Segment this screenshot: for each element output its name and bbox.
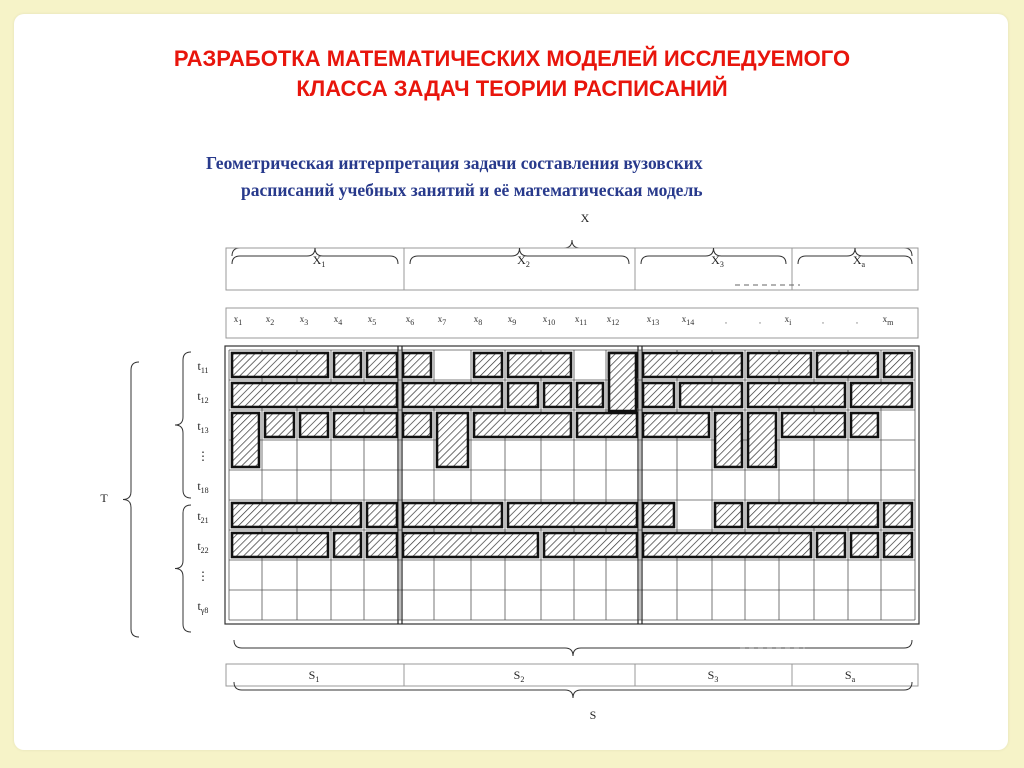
caption-line-2: расписаний учебных занятий и её математическая модель <box>241 180 703 200</box>
schedule-block-19 <box>680 383 742 407</box>
schedule-block-21 <box>851 383 912 407</box>
s-groups-box <box>226 664 918 686</box>
row-label-5: $t_{18}$ <box>197 479 209 495</box>
x-group-label-1: $X_1$ <box>312 253 326 269</box>
x-items-dots-3: · <box>855 318 859 328</box>
x-items-box <box>226 308 918 338</box>
row-brace-day-2 <box>175 505 191 632</box>
x-item-label-2: x2 <box>265 314 275 327</box>
schedule-block-11 <box>884 353 912 377</box>
x-item-label-6: x6 <box>405 314 415 327</box>
schedule-block-39 <box>643 503 674 527</box>
schedule-block-46 <box>403 533 538 557</box>
schedule-block-20 <box>748 383 845 407</box>
row-label-2: $t_{12}$ <box>197 389 209 405</box>
x-item-label-11: x11 <box>574 314 588 327</box>
schedule-block-36 <box>367 503 397 527</box>
x-items-dots-0: · <box>724 318 728 328</box>
schedule-block-44 <box>334 533 361 557</box>
x-items-dots-1: · <box>758 318 762 328</box>
schedule-block-42 <box>884 503 912 527</box>
caption-line-1: Геометрическая интерпретация задачи составления вузовских <box>206 153 703 173</box>
x-group-label-2: $X_2$ <box>517 253 530 269</box>
x-item-label-8: x8 <box>473 314 483 327</box>
x-group-label-3: $X_3$ <box>711 253 724 269</box>
schedule-block-9 <box>748 353 811 377</box>
row-label-1: $t_{11}$ <box>197 359 209 375</box>
schedule-block-30 <box>643 413 709 437</box>
x-groups-box <box>226 248 918 290</box>
schedule-block-1 <box>232 353 328 377</box>
x-item-label-16: xm <box>882 314 894 327</box>
row-label-9: $t_{\gamma 8}$ <box>197 599 209 615</box>
schedule-block-26 <box>403 413 431 437</box>
schedule-block-5 <box>474 353 502 377</box>
schedule-block-10 <box>817 353 878 377</box>
schedule-block-37 <box>403 503 502 527</box>
s-set-label: S <box>589 708 597 722</box>
schedule-block-34 <box>851 413 878 437</box>
schedule-block-6 <box>508 353 571 377</box>
schedule-block-tall <box>609 353 636 411</box>
row-label-4: ⋮ <box>197 449 209 463</box>
schedule-block-33 <box>782 413 845 437</box>
schedule-block-23 <box>265 413 294 437</box>
s-group-label-4: $S_a$ <box>844 668 856 684</box>
s-set-brace <box>234 682 912 698</box>
schedule-block-16 <box>577 383 603 407</box>
schedule-block-28 <box>474 413 571 437</box>
x-item-label-3: x3 <box>299 314 309 327</box>
schedule-block-2 <box>334 353 361 377</box>
schedule-block-13 <box>403 383 502 407</box>
row-brace-day-1 <box>175 352 191 498</box>
schedule-block-22 <box>232 413 259 467</box>
schedule-block-15 <box>544 383 571 407</box>
x-item-label-15: xi <box>784 314 792 327</box>
schedule-block-48 <box>643 533 811 557</box>
schedule-block-40 <box>715 503 742 527</box>
schedule-block-31 <box>715 413 742 467</box>
schedule-block-43 <box>232 533 328 557</box>
schedule-block-18 <box>643 383 674 407</box>
row-label-8: ⋮ <box>197 569 209 583</box>
title-line-1: РАЗРАБОТКА МАТЕМАТИЧЕСКИХ МОДЕЛЕЙ ИССЛЕДУЕМОГО <box>173 46 851 71</box>
x-set-label: X <box>580 211 590 225</box>
x-item-label-4: x4 <box>333 314 343 327</box>
x-group-label-4: $X_a$ <box>852 253 866 269</box>
x-item-label-14: x14 <box>681 314 695 327</box>
schedule-block-8 <box>643 353 742 377</box>
s-group-label-1: $S_1$ <box>308 668 320 684</box>
x-item-label-7: x7 <box>437 314 447 327</box>
schedule-block-35 <box>232 503 361 527</box>
schedule-block-27 <box>437 413 468 467</box>
schedule-block-12 <box>232 383 397 407</box>
schedule-block-24 <box>300 413 328 437</box>
schedule-block-25 <box>334 413 397 437</box>
schedule-block-49 <box>817 533 845 557</box>
x-items-dots-2: · <box>821 318 825 328</box>
s-group-label-3: $S_3$ <box>707 668 719 684</box>
s-groups-top-brace <box>234 640 912 656</box>
schedule-block-45 <box>367 533 397 557</box>
s-group-label-2: $S_2$ <box>513 668 525 684</box>
schedule-block-4 <box>403 353 431 377</box>
row-label-7: $t_{22}$ <box>197 539 209 555</box>
row-label-6: $t_{21}$ <box>197 509 209 525</box>
schedule-block-32 <box>748 413 776 467</box>
x-item-label-12: x12 <box>606 314 620 327</box>
title-line-2: КЛАССА ЗАДАЧ ТЕОРИИ РАСПИСАНИЙ <box>296 76 728 101</box>
x-item-label-10: x10 <box>542 314 556 327</box>
schedule-block-41 <box>748 503 878 527</box>
schedule-block-14 <box>508 383 538 407</box>
schedule-block-51 <box>884 533 912 557</box>
t-set-brace <box>123 362 139 637</box>
x-item-label-13: x13 <box>646 314 660 327</box>
schedule-block-3 <box>367 353 397 377</box>
schedule-block-47 <box>544 533 637 557</box>
x-item-label-1: x1 <box>233 314 243 327</box>
schedule-block-29 <box>577 413 637 437</box>
row-label-3: $t_{13}$ <box>197 419 209 435</box>
schedule-block-50 <box>851 533 878 557</box>
x-item-label-9: x9 <box>507 314 517 327</box>
schedule-block-38 <box>508 503 637 527</box>
t-set-label: T <box>100 491 108 505</box>
x-item-label-5: x5 <box>367 314 377 327</box>
